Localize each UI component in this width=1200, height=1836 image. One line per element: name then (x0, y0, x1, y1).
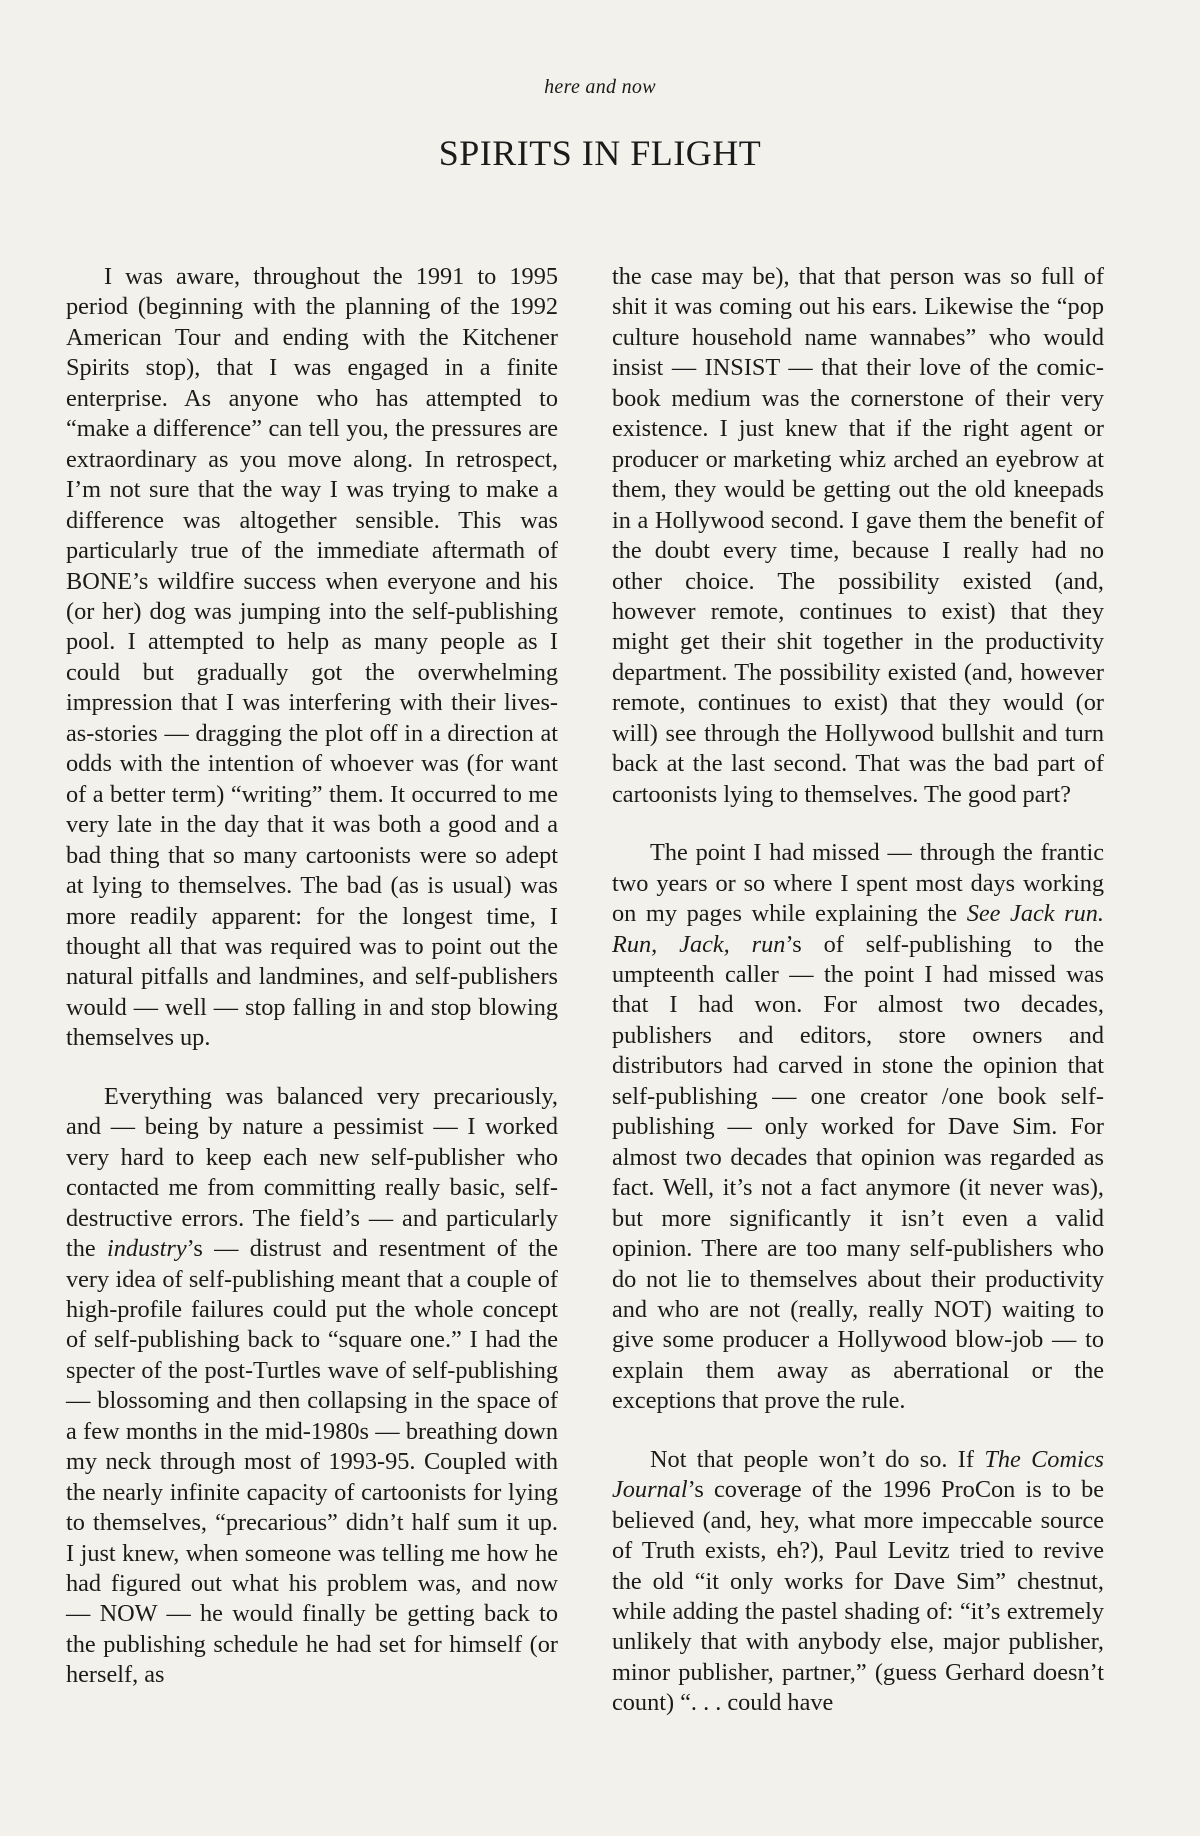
italic-text: industry (106, 1235, 187, 1263)
paragraph: I was aware, throughout the 1991 to 1995 period (beginning with the planning of the 1992 American Tour and ending with the Kitchener Spirits stop), that I was engaged in a finite enterprise. As anyone who has attempted to “make a difference” can tell you, the pressures are extraordinary as you move along. In retrospect, I’m not sure that the way I was trying to make a difference was altogether sensible. This was particularly true of the immediate aftermath of BONE’s wildfire success when everyone and his (or her) dog was jumping into the self-publishing pool. I attempted to help as many people as I could but gradually got the overwhelming impression that I was interfering with their lives-as-stories — dragging the plot off in a direction at odds with the intention of whoever was (for want of a better term) “writing” them. It occurred to me very late in the day that it was both a good and a bad thing that so many cartoonists were so adept at lying to themselves. The bad (as is usual) was more readily apparent: for the longest time, I thought all that was required was to point out the natural pitfalls and landmines, and self-publishers would — well — stop falling in and stop blowing themselves up. (66, 263, 558, 1052)
paragraph-text: ’s — distrust and resentment of the very idea of self-publishing meant that a couple of high-profile failures could put the whole concept of self-publishing back to “square one.” I had the specter of the post-Turtles wave of self-publishing — blossoming and then collapsing in the space of a few months in the mid-1980s — breathing down my neck through most of 1993-95. Coupled with the nearly infinite capacity of cartoonists for lying to themselves, “precarious” didn’t half sum it up. I just knew, when someone was telling me how he had figured out what his problem was, and now — NOW — he would finally be getting back to the publishing schedule he had set for himself (or herself, as (66, 1235, 558, 1689)
paragraph (612, 838, 1104, 1417)
running-head: here and now (544, 76, 656, 98)
right-column (612, 262, 1104, 1719)
paragraph-text: ’s of self-publishing to the umpteenth caller — the point I had missed was that I had won. For almost two decades, publishers and editors, store owners and distributors had carved in stone the opinion that self-publishing — one creator /one book self-publishing — only worked for Dave Sim. For almost two decades that opinion was regarded as fact. Well, it’s not a fact anymore (it never was), but more significantly it isn’t even a valid opinion. There are too many self-publishers who do not lie to themselves about their productivity and who are not (really, really NOT) waiting to give some producer a Hollywood blow-job — to explain them away as aberrational or the exceptions that prove the rule. (612, 930, 1104, 1415)
paragraph (66, 1082, 558, 1691)
paragraph-text: The point I had missed — through the frantic two years or so where I spent most days working on my pages while explaining the (612, 839, 1104, 928)
article-title: SPIRITS IN FLIGHT (438, 133, 762, 173)
italic-text: The Comics Journal (612, 1445, 1104, 1504)
paragraph: the case may be), that that person was so full of shit it was coming out his ears. Likewise the “pop culture household name wannabes” who would insist — INSIST — that their love of the comic-book medium was the cornerstone of their very existence. I just knew that if the right agent or producer or marketing whiz arched an eyebrow at them, they would be getting out the old kneepads in a Hollywood second. I gave them the benefit of the doubt every time, because I really had no other choice. The possibility existed (and, however remote, continues to exist) that they might get their shit together in the productivity department. The possibility existed (and, however remote, continues to exist) that they would (or will) see through the Hollywood bullshit and turn back at the last second. That was the bad part of cartoonists lying to themselves. The good part? (612, 263, 1104, 808)
paragraph-text: Everything was balanced very precariously, and — being by nature a pessimist — I worked very hard to keep each new self-publisher who contacted me from committing really basic, self-destructive errors. The field’s — and particularly the (66, 1082, 558, 1263)
left-column (66, 262, 558, 1691)
paragraph (612, 1445, 1104, 1719)
paragraph-text: ’s coverage of the 1996 ProCon is to be believed (and, hey, what more impeccable source of Truth exists, eh?), Paul Levitz tried to revive the old “it only works for Dave Sim” chestnut, while adding the pastel shading of: “it’s extremely unlikely that with anybody else, major publisher, minor publisher, partner,” (guess Gerhard doesn’t count) “. . . could have (612, 1476, 1104, 1717)
paragraph-text: Not that people won’t do so. If (650, 1445, 985, 1473)
italic-text: See Jack run. Run, Jack, run (612, 900, 1104, 958)
